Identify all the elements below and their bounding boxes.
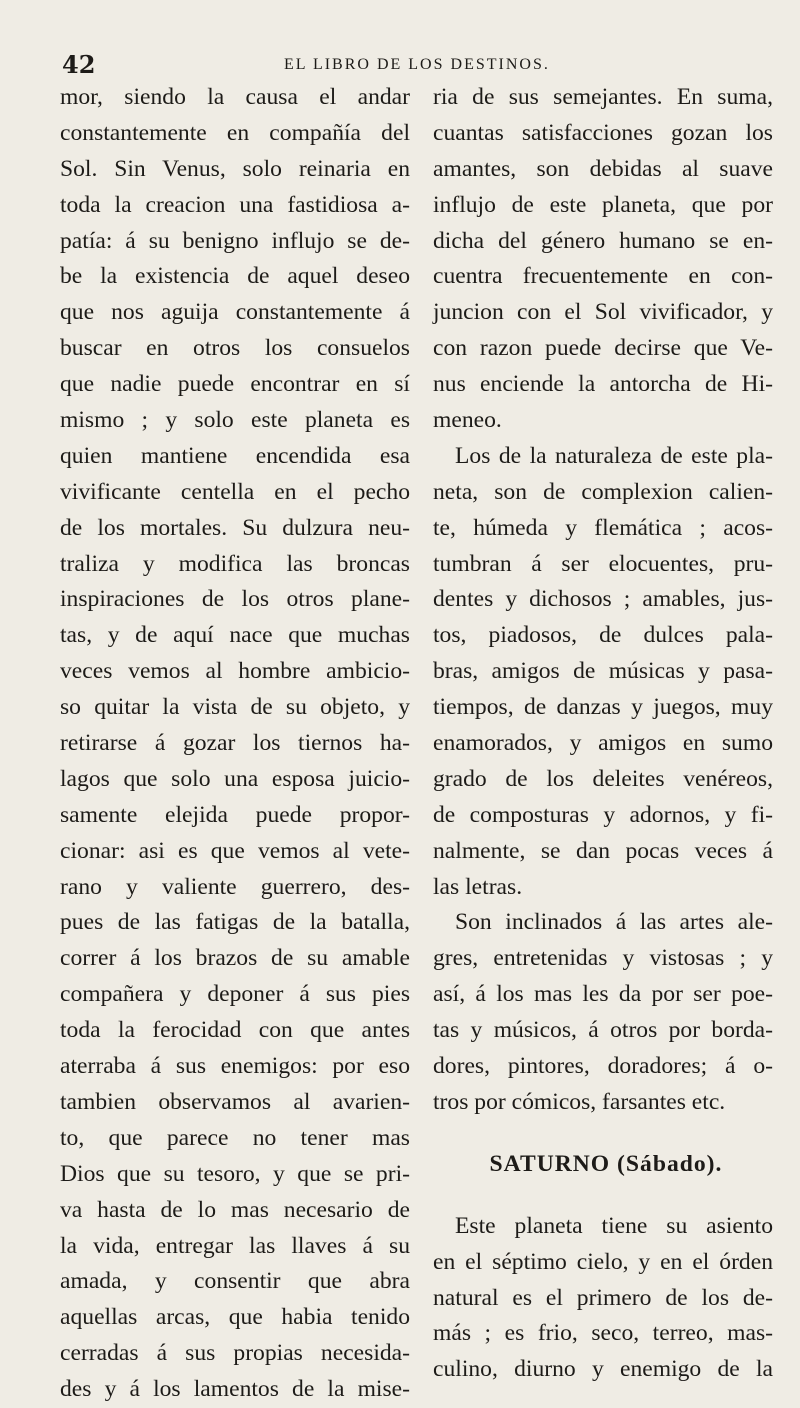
text-line: culino, diurno y enemigo de la bbox=[433, 1356, 773, 1383]
text-line: so quitar la vista de su objeto, y bbox=[60, 694, 410, 721]
text-line: retirarse á gozar los tiernos ha- bbox=[60, 730, 410, 757]
text-line: Sol. Sin Venus, solo reinaria en bbox=[60, 155, 410, 182]
text-line: tos, piadosos, de dulces pala- bbox=[433, 622, 773, 649]
text-line: de los mortales. Su dulzura neu- bbox=[60, 514, 410, 541]
text-line: cerradas á sus propias necesida- bbox=[60, 1340, 410, 1367]
text-line: quien mantiene encendida esa bbox=[60, 442, 410, 469]
text-line: be la existencia de aquel deseo bbox=[60, 263, 410, 290]
text-line: tros por cómicos, farsantes etc. bbox=[433, 1088, 726, 1115]
paragraph-temperament bbox=[433, 439, 773, 906]
text-line: tambien observamos al avarien- bbox=[60, 1088, 410, 1115]
text-line: grado de los deleites venéreos, bbox=[433, 765, 773, 792]
page-header bbox=[48, 50, 548, 82]
paragraph-arts bbox=[433, 905, 773, 1120]
text-line: meneo. bbox=[433, 407, 502, 434]
text-line: compañera y deponer á sus pies bbox=[60, 981, 410, 1008]
text-line: cuentra frecuentemente en con- bbox=[433, 263, 773, 290]
text-line: nalmente, se dan pocas veces á bbox=[433, 837, 773, 864]
section-heading-saturno: SATURNO (Sábado). bbox=[489, 1150, 723, 1177]
text-line: en el séptimo cielo, y en el órden bbox=[433, 1248, 773, 1275]
text-line: cionar: asi es que vemos al vete- bbox=[60, 837, 410, 864]
text-line: natural es el primero de los de- bbox=[433, 1284, 773, 1311]
text-line: inspiraciones de los otros plane- bbox=[60, 586, 410, 613]
text-line: Los de la naturaleza de este pla- bbox=[455, 442, 773, 469]
text-line: lagos que solo una esposa juicio- bbox=[60, 765, 410, 792]
text-line: bras, amigos de músicas y pasa- bbox=[433, 658, 773, 685]
text-line: nus enciende la antorcha de Hi- bbox=[433, 371, 773, 398]
text-line: que nadie puede encontrar en sí bbox=[60, 371, 410, 398]
text-line: rano y valiente guerrero, des- bbox=[60, 873, 410, 900]
text-line: mor, siendo la causa el andar bbox=[60, 84, 410, 110]
section-gap bbox=[433, 1121, 773, 1147]
text-line: dores, pintores, doradores; á o- bbox=[433, 1053, 773, 1080]
text-line: correr á los brazos de su amable bbox=[60, 945, 410, 972]
text-line: enamorados, y amigos en sumo bbox=[433, 730, 773, 757]
text-line: to, que parece no tener mas bbox=[60, 1124, 410, 1151]
left-column bbox=[60, 80, 410, 1408]
text-line: tiempos, de danzas y juegos, muy bbox=[433, 694, 773, 721]
text-line: te, húmeda y flemática ; acos- bbox=[433, 514, 773, 541]
page-number: 42 bbox=[62, 50, 96, 79]
text-line: tas y músicos, á otros por borda- bbox=[433, 1017, 773, 1044]
paragraph-saturno bbox=[433, 1209, 773, 1388]
text-line: cuantas satisfacciones gozan los bbox=[433, 119, 773, 146]
text-line: traliza y modifica las broncas bbox=[60, 550, 410, 577]
text-line: las letras. bbox=[433, 873, 523, 900]
text-line: tas, y de aquí nace que muchas bbox=[60, 622, 410, 649]
text-line: patía: á su benigno influjo se de- bbox=[60, 227, 410, 254]
text-line: pues de las fatigas de la batalla, bbox=[60, 909, 410, 936]
text-line: veces vemos al hombre ambicio- bbox=[60, 658, 410, 685]
text-line: aquellas arcas, que habia tenido bbox=[60, 1304, 410, 1331]
text-line: mismo ; y solo este planeta es bbox=[60, 407, 410, 434]
text-line: toda la creacion una fastidiosa a- bbox=[60, 191, 410, 218]
text-line: amada, y consentir que abra bbox=[60, 1268, 410, 1295]
text-line: buscar en otros los consuelos bbox=[60, 335, 410, 362]
section-gap bbox=[433, 1183, 773, 1209]
text-line: de composturas y adornos, y fi- bbox=[433, 801, 773, 828]
text-line: samente elejida puede propor- bbox=[60, 801, 410, 828]
right-column bbox=[433, 80, 773, 1388]
text-line: vivificante centella en el pecho bbox=[60, 478, 410, 505]
text-line: Dios que su tesoro, y que se pri- bbox=[60, 1160, 410, 1187]
text-line: tumbran á ser elocuentes, pru- bbox=[433, 550, 773, 577]
text-line: la vida, entregar las llaves á su bbox=[60, 1232, 410, 1259]
paragraph-venus-end bbox=[433, 80, 773, 439]
text-line: que nos aguija constantemente á bbox=[60, 299, 410, 326]
text-line: des y á los lamentos de la mise- bbox=[60, 1376, 410, 1403]
text-line: amantes, son debidas al suave bbox=[433, 155, 773, 182]
text-line: más ; es frio, seco, terreo, mas- bbox=[433, 1320, 773, 1347]
text-line: Son inclinados á las artes ale- bbox=[455, 909, 773, 936]
text-line: va hasta de lo mas necesario de bbox=[60, 1196, 410, 1223]
text-line: juncion con el Sol vivificador, y bbox=[433, 299, 773, 326]
text-line: con razon puede decirse que Ve- bbox=[433, 335, 773, 362]
text-line: ria de sus semejantes. En suma, bbox=[433, 84, 773, 110]
text-line: dicha del género humano se en- bbox=[433, 227, 773, 254]
text-line: neta, son de complexion calien- bbox=[433, 478, 773, 505]
text-line: Este planeta tiene su asiento bbox=[455, 1212, 773, 1239]
text-line: influjo de este planeta, que por bbox=[433, 191, 773, 218]
text-line: gres, entretenidas y vistosas ; y bbox=[433, 945, 773, 972]
text-line: constantemente en compañía del bbox=[60, 119, 410, 146]
running-head: EL LIBRO DE LOS DESTINOS. bbox=[284, 56, 550, 73]
text-line: toda la ferocidad con que antes bbox=[60, 1017, 410, 1044]
text-line: dentes y dichosos ; amables, jus- bbox=[433, 586, 773, 613]
text-line: así, á los mas les da por ser poe- bbox=[433, 981, 773, 1008]
text-line: aterraba á sus enemigos: por eso bbox=[60, 1053, 410, 1080]
